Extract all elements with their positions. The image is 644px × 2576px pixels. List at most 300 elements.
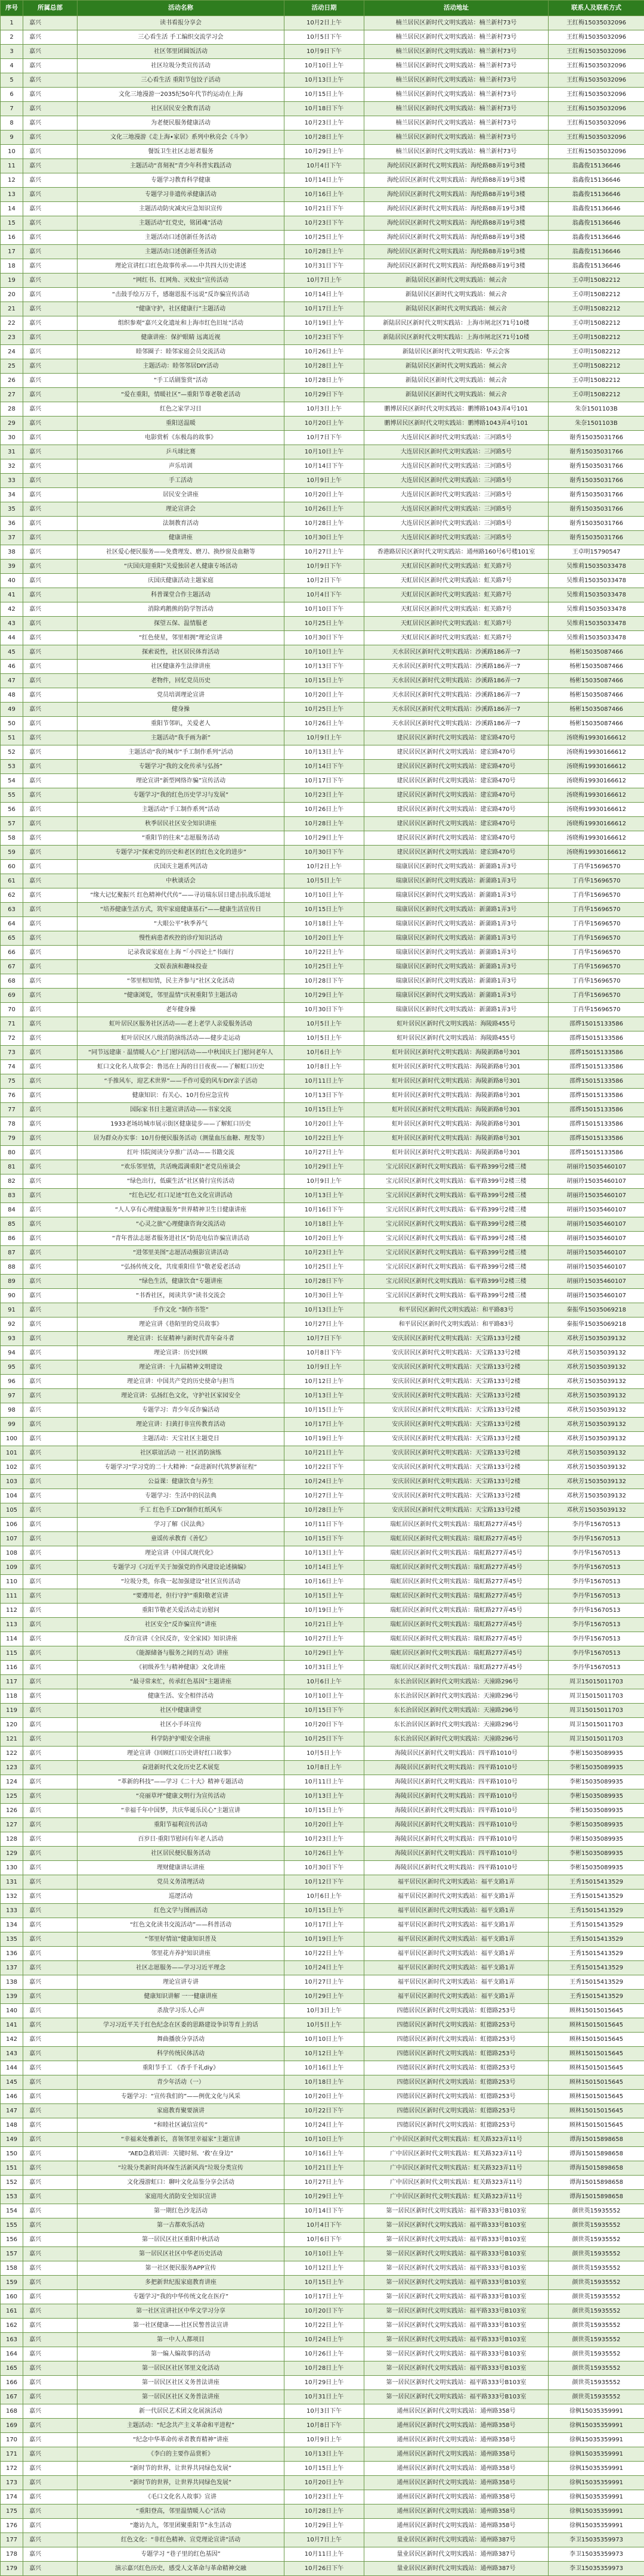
cell-city: 嘉兴 bbox=[23, 2004, 78, 2018]
cell-contact: 周卫15015011703 bbox=[549, 1689, 644, 1704]
table-row bbox=[1, 2333, 644, 2347]
cell-place: 安庆居民区新时代文明实践站：天宝路133号2楼 bbox=[364, 1461, 549, 1475]
table-row bbox=[1, 717, 644, 731]
cell-contact: 丁肖华15696570 bbox=[549, 974, 644, 989]
cell-no: 149 bbox=[1, 2133, 23, 2147]
cell-contact: 邓秋芳15035039132 bbox=[549, 1489, 644, 1503]
cell-contact: 王红梅15035032096 bbox=[549, 45, 644, 59]
cell-contact: 秦振华15035069218 bbox=[549, 1303, 644, 1317]
cell-city: 嘉兴 bbox=[23, 660, 78, 674]
table-row bbox=[1, 402, 644, 417]
cell-city: 嘉兴 bbox=[23, 1789, 78, 1804]
cell-time: 10月12日上午 bbox=[284, 2261, 364, 2276]
cell-place: 安庆居民区新时代文明实践站：天宝路133号2楼 bbox=[364, 1446, 549, 1461]
table-row bbox=[1, 2218, 644, 2233]
cell-time: 10月20日上午 bbox=[284, 688, 364, 703]
cell-contact: 李丹华15670513 bbox=[549, 1546, 644, 1561]
cell-time: 10月12日上午 bbox=[284, 2047, 364, 2061]
cell-contact: 翁鑫俊15136646 bbox=[549, 216, 644, 231]
cell-contact: 杨彬15035087466 bbox=[549, 660, 644, 674]
cell-city: 嘉兴 bbox=[23, 102, 78, 116]
cell-name: 慢性病患者疾控的诊疗知识活动 bbox=[78, 931, 284, 946]
cell-time: 10月15日下午 bbox=[284, 1532, 364, 1546]
cell-no: 138 bbox=[1, 1975, 23, 1990]
cell-place: 海陵居民区新时代文明实践站：四平路1010号 bbox=[364, 1847, 549, 1861]
cell-no: 80 bbox=[1, 1146, 23, 1160]
cell-time: 10月22日上午 bbox=[284, 1132, 364, 1146]
table-row bbox=[1, 1246, 644, 1260]
cell-place: 新陆居民区新时代文明实践站：倾云舍 bbox=[364, 388, 549, 402]
cell-place: 虹叶居民区新时代文明实践站：海陵新路8号301 bbox=[364, 1046, 549, 1060]
cell-contact: 丁肖华15696570 bbox=[549, 960, 644, 974]
cell-city: 嘉兴 bbox=[23, 1832, 78, 1847]
cell-city: 嘉兴 bbox=[23, 1403, 78, 1418]
table-row bbox=[1, 173, 644, 188]
cell-no: 4 bbox=[1, 59, 23, 73]
table-row bbox=[1, 2204, 644, 2218]
cell-no: 144 bbox=[1, 2061, 23, 2075]
cell-city: 嘉兴 bbox=[23, 173, 78, 188]
cell-time: 10月9日上午 bbox=[284, 2433, 364, 2447]
cell-place: 安庆居民区新时代文明实践站：天宝路133号2楼 bbox=[364, 1489, 549, 1503]
cell-no: 67 bbox=[1, 960, 23, 974]
cell-name: “进邻里美图”志愿活动摄影宣讲活动 bbox=[78, 1246, 284, 1260]
cell-name: 理论宣讲“新型网络诈骗”宣传活动 bbox=[78, 774, 284, 788]
cell-name: 餐饭卫生社区志愿者服务 bbox=[78, 145, 284, 159]
cell-place: 楠兰居民区新时代文明实践站：楠兰新村73号 bbox=[364, 116, 549, 130]
cell-city: 嘉兴 bbox=[23, 374, 78, 388]
cell-contact: 顾林15015015645 bbox=[549, 2118, 644, 2133]
cell-time: 10月10日上午 bbox=[284, 2133, 364, 2147]
cell-place: 瑞康居民区新时代文明实践站：新蒲路1弄3号 bbox=[364, 874, 549, 888]
cell-contact: 翁鑫俊15136646 bbox=[549, 259, 644, 274]
cell-name: 邻里花卉养护知识讲座 bbox=[78, 1947, 284, 1961]
table-row bbox=[1, 45, 644, 59]
table-row bbox=[1, 1303, 644, 1317]
cell-time: 10月15日上午 bbox=[284, 1904, 364, 1918]
cell-contact: 颜世英15935552 bbox=[549, 2276, 644, 2290]
cell-contact: 王卓明15082212 bbox=[549, 388, 644, 402]
cell-name: “培养健康生活方式，筑牢家庭健康基石”——健康生活宣传日 bbox=[78, 903, 284, 917]
cell-no: 132 bbox=[1, 1890, 23, 1904]
cell-city: 嘉兴 bbox=[23, 1060, 78, 1074]
cell-city: 嘉兴 bbox=[23, 1804, 78, 1818]
table-row bbox=[1, 1761, 644, 1775]
cell-city: 嘉兴 bbox=[23, 30, 78, 45]
cell-place: 天水居民区新时代文明实践站：沙溪路186弄一7 bbox=[364, 688, 549, 703]
cell-time: 10月2日上午 bbox=[284, 16, 364, 30]
cell-name: 专题学习 “巷子里的红色基因” bbox=[78, 2547, 284, 2562]
cell-no: 157 bbox=[1, 2247, 23, 2261]
cell-contact: 翁鑫俊15136646 bbox=[549, 202, 644, 216]
cell-no: 91 bbox=[1, 1303, 23, 1317]
cell-city: 嘉兴 bbox=[23, 1890, 78, 1904]
cell-no: 66 bbox=[1, 946, 23, 960]
cell-no: 159 bbox=[1, 2276, 23, 2290]
cell-city: 嘉兴 bbox=[23, 1632, 78, 1646]
cell-city: 嘉兴 bbox=[23, 2304, 78, 2319]
cell-no: 95 bbox=[1, 1360, 23, 1375]
cell-name: “和睦社区诚信宣传” bbox=[78, 2118, 284, 2133]
table-row bbox=[1, 1918, 644, 1932]
cell-contact: 颜世英15935552 bbox=[549, 2333, 644, 2347]
cell-name: 健康生活、安全相伴活动 bbox=[78, 1689, 284, 1704]
cell-name: 专题学习：“宣传我们的”——例优文化与风采 bbox=[78, 2090, 284, 2104]
table-row bbox=[1, 116, 644, 130]
cell-contact: 邵烨15015133586 bbox=[549, 1089, 644, 1103]
table-row bbox=[1, 574, 644, 588]
cell-name: 主题活动“红党史，铭团魂”活动 bbox=[78, 216, 284, 231]
cell-time: 10月13日上午 bbox=[284, 1546, 364, 1561]
cell-no: 119 bbox=[1, 1704, 23, 1718]
cell-no: 70 bbox=[1, 1003, 23, 1017]
cell-contact: 王秀15015413529 bbox=[549, 1947, 644, 1961]
cell-no: 79 bbox=[1, 1132, 23, 1146]
cell-name: 学习了解《民法典》 bbox=[78, 1518, 284, 1532]
table-row bbox=[1, 474, 644, 488]
cell-name: 舞曲播放分享活动 bbox=[78, 2033, 284, 2047]
cell-no: 130 bbox=[1, 1861, 23, 1875]
table-row bbox=[1, 2261, 644, 2276]
cell-time: 10月29日上午 bbox=[284, 145, 364, 159]
table-row bbox=[1, 1489, 644, 1503]
cell-no: 107 bbox=[1, 1532, 23, 1546]
cell-place: 通州居民区新时代文明实践站：通州路358号 bbox=[364, 2419, 549, 2433]
table-row bbox=[1, 2276, 644, 2290]
cell-no: 139 bbox=[1, 1990, 23, 2004]
cell-no: 51 bbox=[1, 731, 23, 745]
cell-time: 10月5日上午 bbox=[284, 1017, 364, 1031]
cell-time: 10月28日上午 bbox=[284, 359, 364, 374]
table-row bbox=[1, 1332, 644, 1346]
table-row bbox=[1, 2176, 644, 2190]
cell-contact: 胡丽玲15035460107 bbox=[549, 1189, 644, 1203]
cell-place: 东长治居民区新时代文明实践站：天潼路296号 bbox=[364, 1689, 549, 1704]
cell-time: 10月15日上午 bbox=[284, 2276, 364, 2290]
cell-time: 10月21日上午 bbox=[284, 1446, 364, 1461]
cell-no: 177 bbox=[1, 2533, 23, 2547]
cell-no: 55 bbox=[1, 788, 23, 803]
cell-place: 四德居民区新时代文明实践站：虹德路253号 bbox=[364, 2061, 549, 2075]
cell-place: 宝元居民区新时代文明实践站：临平路399号2楼三楼 bbox=[364, 1189, 549, 1203]
cell-contact: 颜世英15935552 bbox=[549, 2319, 644, 2333]
cell-no: 120 bbox=[1, 1718, 23, 1732]
cell-time: 10月26日上午 bbox=[284, 345, 364, 359]
cell-time: 10月13日上午 bbox=[284, 1389, 364, 1403]
table-body bbox=[1, 16, 644, 2576]
cell-city: 嘉兴 bbox=[23, 502, 78, 517]
cell-time: 10月22日上午 bbox=[284, 1947, 364, 1961]
cell-place: 第一居民区新时代文明实践站：福平路333号B103室 bbox=[364, 2290, 549, 2304]
cell-no: 162 bbox=[1, 2319, 23, 2333]
cell-place: 瑞虹居民区新时代文明实践站：瑞虹路277弄45号 bbox=[364, 1589, 549, 1604]
cell-no: 42 bbox=[1, 602, 23, 617]
cell-no: 54 bbox=[1, 774, 23, 788]
cell-time: 10月29日上午 bbox=[284, 2376, 364, 2390]
cell-name: 重阳送温暖 bbox=[78, 417, 284, 431]
cell-time: 10月23日下午 bbox=[284, 216, 364, 231]
cell-name: 重阳节邻叭，关爱老人 bbox=[78, 717, 284, 731]
cell-contact: 谢秀15035031766 bbox=[549, 459, 644, 474]
cell-city: 嘉兴 bbox=[23, 2433, 78, 2447]
cell-city: 嘉兴 bbox=[23, 2547, 78, 2562]
cell-name: 中秋谈话会 bbox=[78, 874, 284, 888]
cell-no: 178 bbox=[1, 2547, 23, 2562]
cell-contact: 胡丽玲15035460107 bbox=[549, 1289, 644, 1303]
cell-city: 嘉兴 bbox=[23, 1117, 78, 1132]
cell-time: 10月8日上午 bbox=[284, 1060, 364, 1074]
cell-time: 10月25日下午 bbox=[284, 1732, 364, 1747]
cell-place: 天虹居民区新时代文明实践站：虹关路7号 bbox=[364, 560, 549, 574]
cell-contact: 徐枫15035359991 bbox=[549, 2462, 644, 2476]
cell-no: 116 bbox=[1, 1661, 23, 1675]
cell-time: 10月10日上午 bbox=[284, 2033, 364, 2047]
cell-no: 13 bbox=[1, 188, 23, 202]
cell-contact: 翁鑫俊15136646 bbox=[549, 188, 644, 202]
table-row bbox=[1, 1732, 644, 1747]
cell-name: 第一居民区社区重阳中秋活动 bbox=[78, 2233, 284, 2247]
table-row bbox=[1, 1461, 644, 1475]
cell-city: 嘉兴 bbox=[23, 73, 78, 88]
cell-place: 瑞虹居民区新时代文明实践站：瑞虹路277弄45号 bbox=[364, 1632, 549, 1646]
cell-no: 164 bbox=[1, 2347, 23, 2361]
cell-time: 10月4日下午 bbox=[284, 159, 364, 173]
cell-place: 大连居民区新时代文明实践站：三河路5号 bbox=[364, 502, 549, 517]
cell-time: 10月21日上午 bbox=[284, 2161, 364, 2176]
cell-no: 15 bbox=[1, 216, 23, 231]
cell-contact: 邵烨15015133586 bbox=[549, 1017, 644, 1031]
table-row bbox=[1, 417, 644, 431]
cell-no: 16 bbox=[1, 231, 23, 245]
cell-time: 10月16日上午 bbox=[284, 188, 364, 202]
cell-place: 福平居民区新时代文明实践站：福平支路1弄 bbox=[364, 1947, 549, 1961]
cell-place: 福平居民区新时代文明实践站：福平支路1弄 bbox=[364, 1932, 549, 1947]
cell-city: 嘉兴 bbox=[23, 88, 78, 102]
cell-place: 海纶居民区新时代文明实践站：海纶路88弄19号3楼 bbox=[364, 159, 549, 173]
cell-place: 建民居民区新时代文明实践站：建宏路470号 bbox=[364, 788, 549, 803]
cell-contact: 顾林15015015645 bbox=[549, 2075, 644, 2090]
cell-time: 10月12日下午 bbox=[284, 1875, 364, 1890]
cell-no: 163 bbox=[1, 2333, 23, 2347]
table-row bbox=[1, 2347, 644, 2361]
cell-contact: 王秀15015413529 bbox=[549, 1975, 644, 1990]
cell-contact: 丁肖华15696570 bbox=[549, 917, 644, 931]
cell-name: 主题活动“喜刻祝”青少年科普实践活动 bbox=[78, 159, 284, 173]
table-row bbox=[1, 1317, 644, 1332]
cell-name: 健康讲座 bbox=[78, 531, 284, 545]
cell-contact: 谢秀15035031766 bbox=[549, 502, 644, 517]
cell-name: 社区志愿服务——学习习近平理念 bbox=[78, 1961, 284, 1975]
cell-place: 瑞康居民区新时代文明实践站：新蒲路1弄3号 bbox=[364, 1003, 549, 1017]
cell-place: 安庆居民区新时代文明实践站：天宝路133号2楼 bbox=[364, 1403, 549, 1418]
cell-name: 手作文化 “制作书签” bbox=[78, 1303, 284, 1317]
cell-no: 17 bbox=[1, 245, 23, 259]
cell-place: 第一居民区新时代文明实践站：福平路333号B103室 bbox=[364, 2390, 549, 2404]
cell-time: 10月24日上午 bbox=[284, 1475, 364, 1489]
cell-no: 165 bbox=[1, 2361, 23, 2376]
table-row bbox=[1, 1089, 644, 1103]
cell-time: 10月6日上午 bbox=[284, 1890, 364, 1904]
cell-name: 理论宣讲《回顾红口历史讲好红口故事》 bbox=[78, 1747, 284, 1761]
cell-place: 瑞虹居民区新时代文明实践站：瑞虹路277弄45号 bbox=[364, 1546, 549, 1561]
cell-name: 社区居民安全教育活动 bbox=[78, 102, 284, 116]
cell-name: 第一社区便民服务APP宣传 bbox=[78, 2261, 284, 2276]
cell-contact: 王秀15015413529 bbox=[549, 1890, 644, 1904]
cell-time: 10月28日上午 bbox=[284, 1503, 364, 1518]
cell-contact: 颜世英15935552 bbox=[549, 2304, 644, 2319]
table-row bbox=[1, 2047, 644, 2061]
cell-name: “心灵之旅”心理健康咨询交流活动 bbox=[78, 1217, 284, 1232]
cell-name: 主题活动：“纪念共产主义革命和平进程” bbox=[78, 2419, 284, 2433]
cell-city: 嘉兴 bbox=[23, 817, 78, 831]
cell-no: 31 bbox=[1, 445, 23, 459]
cell-no: 57 bbox=[1, 817, 23, 831]
cell-name: “红色使星，邻里相拥”理论宣讲 bbox=[78, 631, 284, 645]
cell-contact: 周卫15015011703 bbox=[549, 1675, 644, 1689]
cell-time: 10月14日下午 bbox=[284, 459, 364, 474]
cell-time: 10月5日下午 bbox=[284, 30, 364, 45]
cell-place: 大连居民区新时代文明实践站：三河路5号 bbox=[364, 474, 549, 488]
cell-city: 嘉兴 bbox=[23, 2347, 78, 2361]
cell-name: 居为群众办实事：10月份便民服务活动（测量血压血糖、理发等） bbox=[78, 1132, 284, 1146]
cell-no: 171 bbox=[1, 2447, 23, 2462]
cell-contact: 邓秋芳15035039132 bbox=[549, 1403, 644, 1418]
table-row bbox=[1, 1789, 644, 1804]
cell-name: 重阳节手工 《香手千礼diy》 bbox=[78, 2061, 284, 2075]
cell-place: 安庆居民区新时代文明实践站：天宝路133号2楼 bbox=[364, 1389, 549, 1403]
table-row bbox=[1, 2390, 644, 2404]
cell-city: 嘉兴 bbox=[23, 1289, 78, 1303]
cell-name: 主题活动“我的城市“手工制作系列”活动 bbox=[78, 745, 284, 760]
cell-time: 10月9日上午 bbox=[284, 1174, 364, 1189]
cell-name: “AED急救培训：关键时刻、‘救’在身边” bbox=[78, 2147, 284, 2161]
cell-time: 10月15日上午 bbox=[284, 1589, 364, 1604]
cell-no: 154 bbox=[1, 2204, 23, 2218]
cell-time: 10月9日下午 bbox=[284, 45, 364, 59]
cell-city: 嘉兴 bbox=[23, 145, 78, 159]
cell-no: 134 bbox=[1, 1918, 23, 1932]
cell-place: 大连居民区新时代文明实践站：三河路5号 bbox=[364, 488, 549, 502]
table-row bbox=[1, 2519, 644, 2533]
table-row bbox=[1, 1346, 644, 1360]
cell-contact: 王卓明15082212 bbox=[549, 302, 644, 316]
cell-place: 宝元居民区新时代文明实践站：临平路399号2楼三楼 bbox=[364, 1160, 549, 1174]
table-row bbox=[1, 860, 644, 874]
cell-name: 主题活动：天宝社区主题党日 bbox=[78, 1432, 284, 1446]
cell-contact: 李彬15035089935 bbox=[549, 1775, 644, 1789]
table-row bbox=[1, 1818, 644, 1832]
cell-city: 嘉兴 bbox=[23, 130, 78, 145]
cell-name: 《李白的主要作品赏析》 bbox=[78, 2447, 284, 2462]
cell-contact: 邵烨15015133586 bbox=[549, 1060, 644, 1074]
table-row bbox=[1, 1146, 644, 1160]
cell-time: 10月13日上午 bbox=[284, 1789, 364, 1804]
cell-no: 58 bbox=[1, 831, 23, 846]
cell-no: 145 bbox=[1, 2075, 23, 2090]
cell-no: 76 bbox=[1, 1089, 23, 1103]
cell-name: 党员义务清理活动 bbox=[78, 1875, 284, 1890]
cell-time: 10月14日上午 bbox=[284, 173, 364, 188]
table-row bbox=[1, 1747, 644, 1761]
cell-no: 84 bbox=[1, 1203, 23, 1217]
cell-city: 嘉兴 bbox=[23, 2204, 78, 2218]
cell-contact: 王卓明15082212 bbox=[549, 274, 644, 288]
cell-place: 第一居民区新时代文明实践站：福平路333号B103室 bbox=[364, 2204, 549, 2218]
cell-contact: 李丹华15670513 bbox=[549, 1646, 644, 1661]
cell-name: 社区居民便民服务活动 bbox=[78, 1847, 284, 1861]
table-row bbox=[1, 2547, 644, 2562]
table-row bbox=[1, 731, 644, 745]
cell-contact: 王卓明15082212 bbox=[549, 345, 644, 359]
cell-no: 100 bbox=[1, 1432, 23, 1446]
cell-name: 记录我说家庭在上海 “「小四论土”书面行 bbox=[78, 946, 284, 960]
cell-contact: 顾林15015015645 bbox=[549, 2004, 644, 2018]
cell-city: 嘉兴 bbox=[23, 1975, 78, 1990]
cell-no: 93 bbox=[1, 1332, 23, 1346]
cell-city: 嘉兴 bbox=[23, 2462, 78, 2476]
cell-contact: 徐枫15035359991 bbox=[549, 2447, 644, 2462]
cell-contact: 王秀15015413529 bbox=[549, 1918, 644, 1932]
cell-city: 嘉兴 bbox=[23, 617, 78, 631]
cell-no: 126 bbox=[1, 1804, 23, 1818]
cell-name: 主题活动防灾减灾应急知识宣传 bbox=[78, 202, 284, 216]
cell-place: 宝元居民区新时代文明实践站：临平路399号2楼三楼 bbox=[364, 1203, 549, 1217]
cell-no: 52 bbox=[1, 745, 23, 760]
cell-contact: 汤晓梅19930166612 bbox=[549, 745, 644, 760]
header-time: 活动日期 bbox=[284, 1, 364, 16]
cell-no: 86 bbox=[1, 1232, 23, 1246]
cell-time: 10月26日上午 bbox=[284, 1847, 364, 1861]
cell-place: 瑞虹居民区新时代文明实践站：瑞虹路277弄45号 bbox=[364, 1646, 549, 1661]
cell-no: 43 bbox=[1, 617, 23, 631]
table-row bbox=[1, 660, 644, 674]
cell-city: 嘉兴 bbox=[23, 345, 78, 359]
cell-time: 10月17日上午 bbox=[284, 1918, 364, 1932]
cell-name: 虹叶居民区八级消防演练活动——健步走运动 bbox=[78, 1031, 284, 1046]
cell-contact: 朱奈1501103B bbox=[549, 417, 644, 431]
cell-no: 78 bbox=[1, 1117, 23, 1132]
table-row bbox=[1, 989, 644, 1003]
cell-city: 嘉兴 bbox=[23, 574, 78, 588]
cell-time: 10月5日上午 bbox=[284, 2018, 364, 2033]
cell-place: 第一居民区新时代文明实践站：福平路333号B103室 bbox=[364, 2218, 549, 2233]
cell-no: 11 bbox=[1, 159, 23, 173]
table-row bbox=[1, 1689, 644, 1704]
cell-city: 嘉兴 bbox=[23, 274, 78, 288]
cell-name: 红色之家学习日 bbox=[78, 402, 284, 417]
cell-time: 10月25日上午 bbox=[284, 1260, 364, 1275]
cell-no: 33 bbox=[1, 474, 23, 488]
cell-city: 嘉兴 bbox=[23, 2361, 78, 2376]
cell-place: 通州居民区新时代文明实践站：通州路358号 bbox=[364, 2504, 549, 2519]
cell-city: 嘉兴 bbox=[23, 459, 78, 474]
cell-city: 嘉兴 bbox=[23, 1217, 78, 1232]
cell-place: 瑞虹居民区新时代文明实践站：瑞虹路277弄45号 bbox=[364, 1518, 549, 1532]
cell-city: 嘉兴 bbox=[23, 1461, 78, 1475]
table-row bbox=[1, 617, 644, 631]
cell-name: 理论宣讲《巷陌里的党员故事》 bbox=[78, 1317, 284, 1332]
cell-place: 四德居民区新时代文明实践站：虹德路253号 bbox=[364, 2075, 549, 2090]
cell-place: 海陵居民区新时代文明实践站：四平路1010号 bbox=[364, 1832, 549, 1847]
cell-contact: 邓秋芳15035039132 bbox=[549, 1332, 644, 1346]
table-row bbox=[1, 2075, 644, 2090]
cell-name: 红叶书院阅读分享推广活动——书籍交流 bbox=[78, 1146, 284, 1160]
cell-no: 6 bbox=[1, 88, 23, 102]
cell-no: 32 bbox=[1, 459, 23, 474]
table-row bbox=[1, 2190, 644, 2204]
cell-place: 海陵居民区新时代文明实践站：四平路1010号 bbox=[364, 1861, 549, 1875]
cell-place: 瑞康居民区新时代文明实践站：新蒲路1弄3号 bbox=[364, 917, 549, 931]
